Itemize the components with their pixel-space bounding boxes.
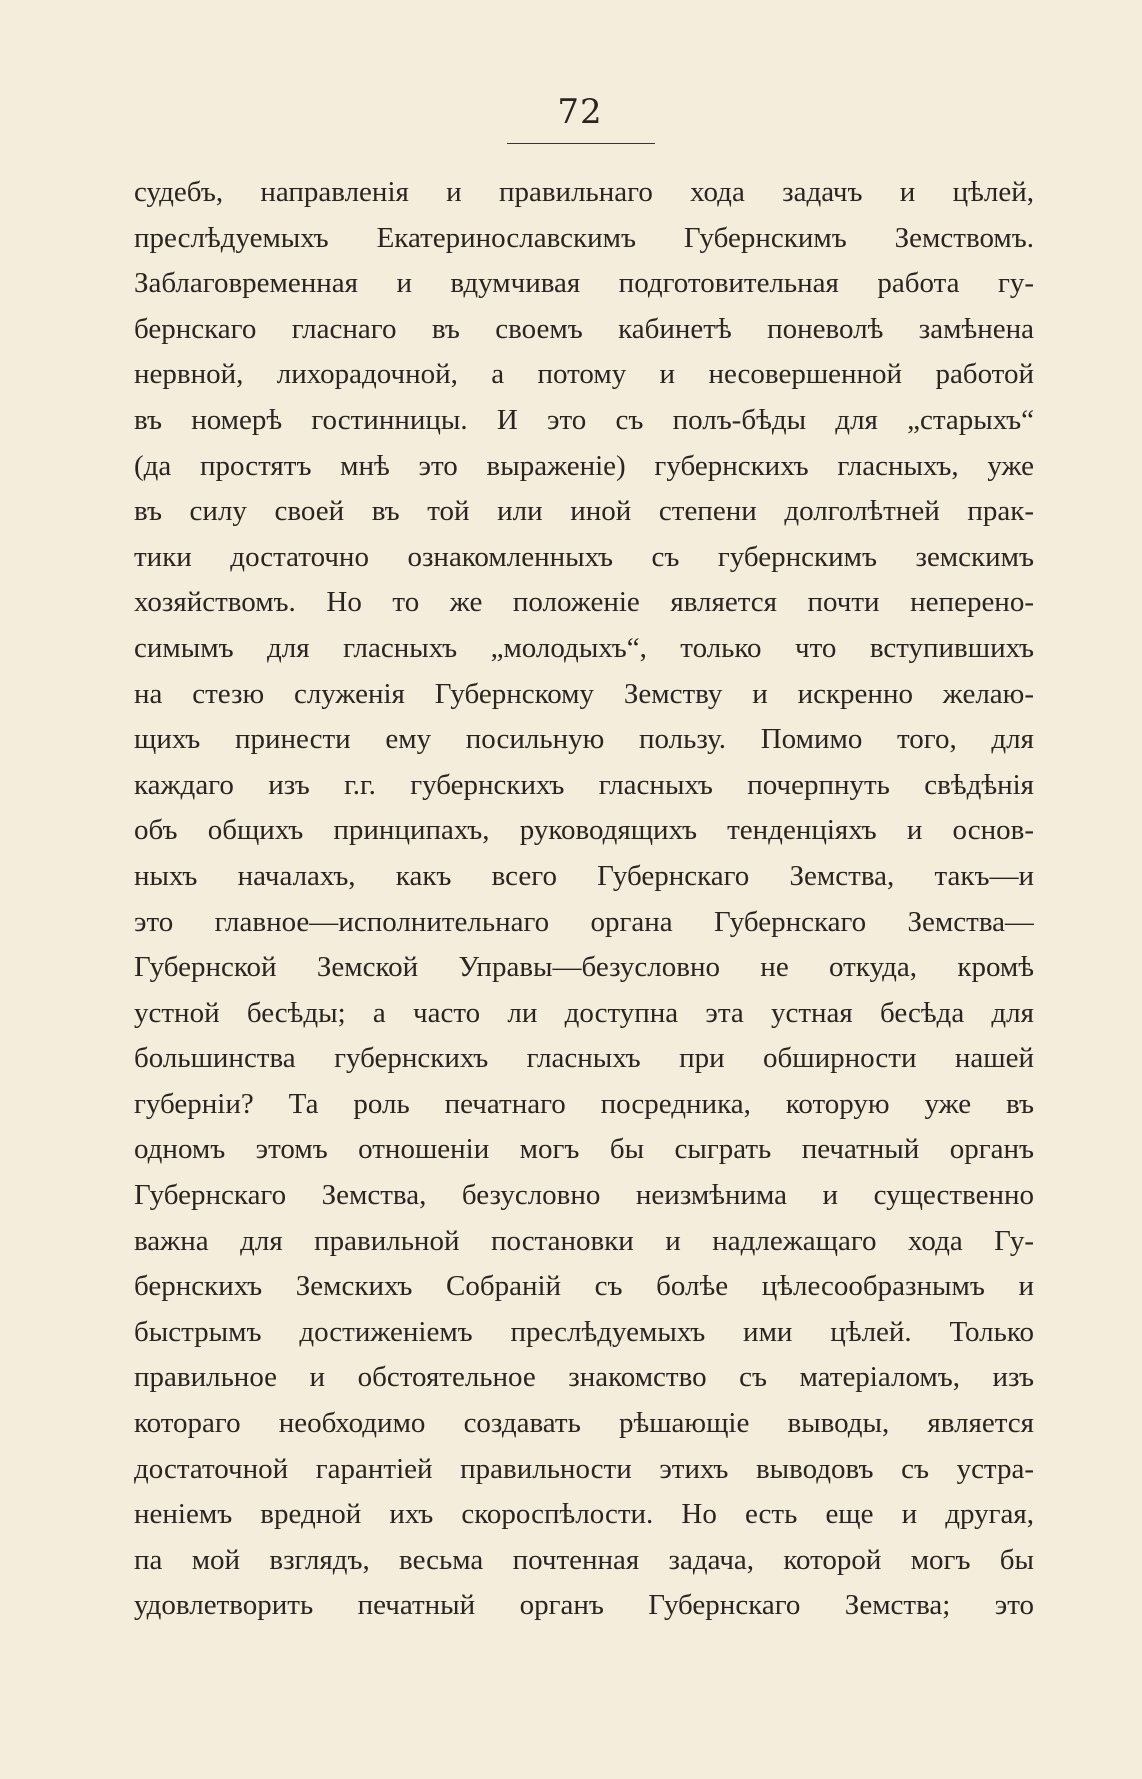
text-line: въ номерѣ гостинницы. И это съ полъ-бѣды для „старыхъ“ — [134, 403, 1034, 436]
text-line: каждаго изъ г.г. губернскихъ гласныхъ почерпнуть свѣдѣнія — [134, 768, 1034, 801]
text-line: устной бесѣды; а часто ли доступна эта устная бесѣда для — [134, 996, 1034, 1029]
text-line: важна для правильной постановки и надлежащаго хода Гу- — [134, 1224, 1034, 1257]
text-line: (да простятъ мнѣ это выраженіе) губернскихъ гласныхъ, уже — [134, 449, 1034, 482]
text-line: бернскаго гласнаго въ своемъ кабинетѣ поневолѣ замѣнена — [134, 312, 1034, 345]
text-line: котораго необходимо создавать рѣшающіе выводы, является — [134, 1407, 1034, 1440]
text-line: одномъ этомъ отношеніи могъ бы сыграть печатный органъ — [134, 1133, 1034, 1166]
text-line: на стезю служенія Губернскому Земству и искренно желаю- — [134, 677, 1034, 710]
text-line: Заблаговременная и вдумчивая подготовительная работа гу- — [134, 267, 1034, 300]
text-line: хозяйствомъ. Но то же положеніе является почти неперено- — [134, 586, 1034, 619]
text-line: па мой взглядъ, весьма почтенная задача, которой могъ бы — [134, 1543, 1034, 1576]
text-line: неніемъ вредной ихъ скороспѣлости. Но есть еще и другая, — [134, 1498, 1034, 1531]
text-line: это главное—исполнительнаго органа Губернскаго Земства— — [134, 905, 1034, 938]
text-line: Губернской Земской Управы—безусловно не откуда, кромѣ — [134, 951, 1034, 984]
text-line: судебъ, направленія и правильнаго хода задачъ и цѣлей, — [134, 176, 1034, 208]
header-rule — [507, 143, 655, 144]
text-line: нервной, лихорадочной, а потому и несовершенной работой — [134, 358, 1034, 391]
text-line: объ общихъ принципахъ, руководящихъ тенденціяхъ и основ- — [134, 814, 1034, 847]
text-line: въ силу своей въ той или иной степени долголѣтней прак- — [134, 495, 1034, 528]
text-line: преслѣдуемыхъ Екатеринославскимъ Губернскимъ Земствомъ. — [134, 221, 1034, 254]
text-line: быстрымъ достиженіемъ преслѣдуемыхъ ими цѣлей. Только — [134, 1315, 1034, 1348]
text-line: правильное и обстоятельное знакомство съ матеріаломъ, изъ — [134, 1361, 1034, 1394]
text-line: щихъ принести ему посильную пользу. Помимо того, для — [134, 723, 1034, 756]
text-line: тики достаточно ознакомленныхъ съ губернскимъ земскимъ — [134, 540, 1034, 573]
text-line: большинства губернскихъ гласныхъ при обширности нашей — [134, 1042, 1034, 1075]
text-line: губерніи? Та роль печатнаго посредника, которую уже въ — [134, 1087, 1034, 1120]
text-line: бернскихъ Земскихъ Собраній съ болѣе цѣлесообразнымъ и — [134, 1270, 1034, 1303]
text-line: симымъ для гласныхъ „молодыхъ“, только что вступившихъ — [134, 631, 1034, 664]
text-line: ныхъ началахъ, какъ всего Губернскаго Земства, такъ—и — [134, 859, 1034, 892]
body-text — [134, 170, 1034, 1629]
text-line: достаточной гарантіей правильности этихъ выводовъ съ устра- — [134, 1452, 1034, 1485]
text-line: Губернскаго Земства, безусловно неизмѣнима и существенно — [134, 1179, 1034, 1212]
text-line: удовлетворить печатный органъ Губернскаго Земства; это — [134, 1589, 1034, 1622]
page-number: 72 — [557, 92, 603, 132]
